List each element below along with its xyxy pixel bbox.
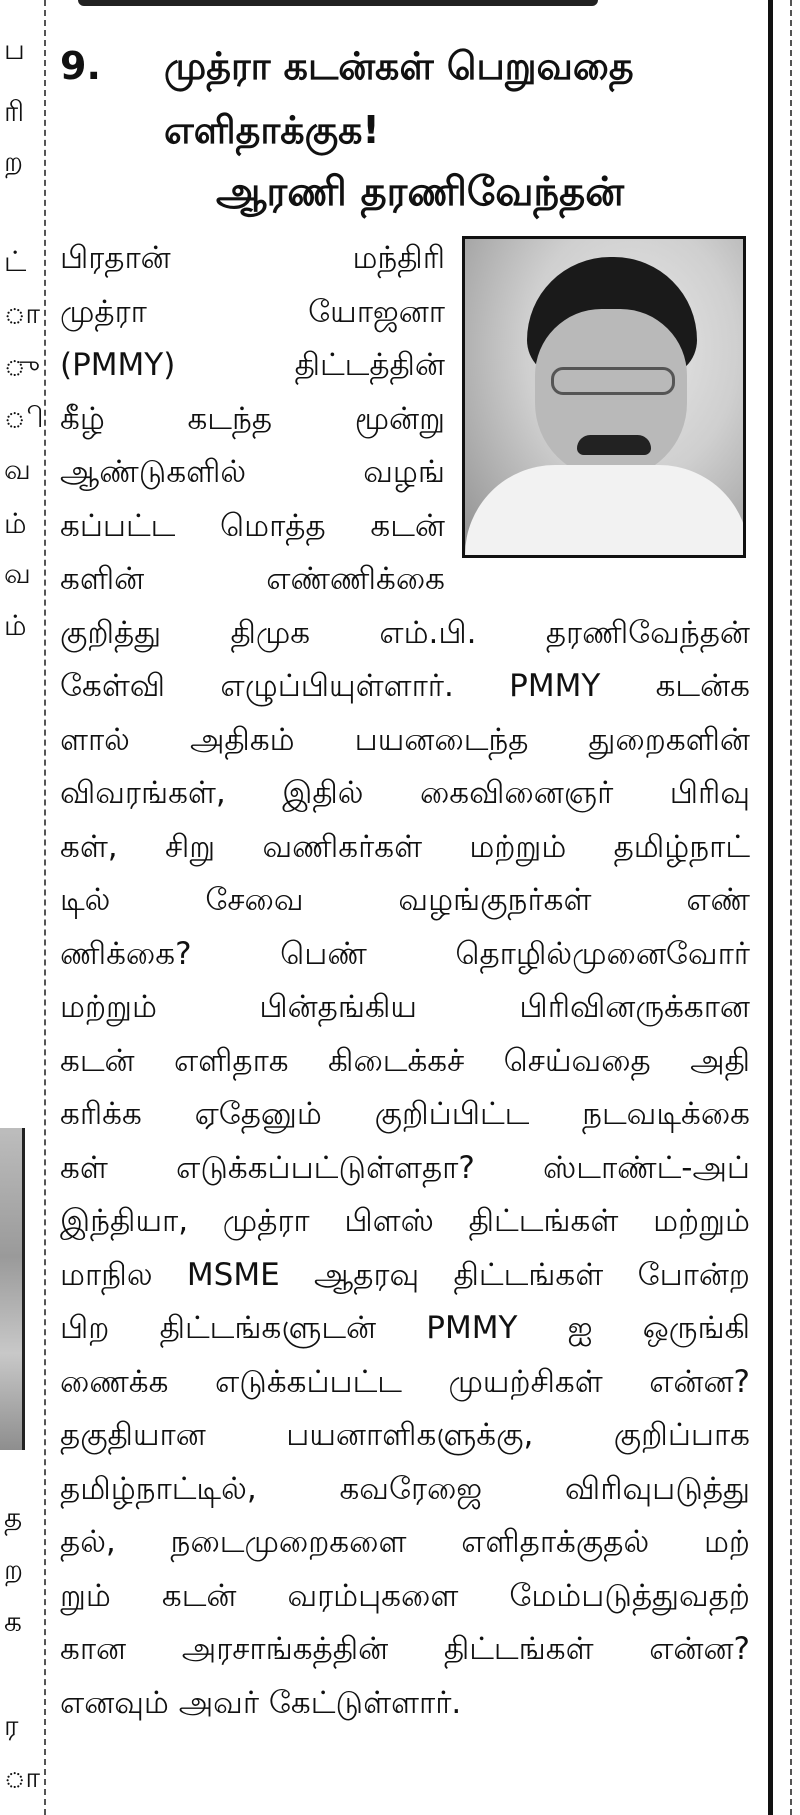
body-line: (PMMY) திட்டத்தின்: [60, 347, 445, 383]
body-line: தமிழ்நாட்டில், கவரேஜை விரிவுபடுத்து: [60, 1470, 750, 1507]
body-line: டில் சேவை வழங்குநர்கள் எண்: [60, 882, 750, 918]
left-fragment: ா: [4, 1761, 40, 1794]
body-line: கள், சிறு வணிகர்கள் மற்றும் தமிழ்நாட்: [60, 828, 750, 865]
article-headline: [60, 34, 760, 162]
body-line: கான அரசாங்கத்தின் திட்டங்கள் என்ன?: [60, 1631, 750, 1667]
left-photo-edge: [0, 1128, 25, 1450]
left-fragment: வ: [4, 453, 31, 486]
body-line: கீழ் கடந்த மூன்று: [60, 400, 445, 437]
left-fragment: ற: [4, 145, 24, 178]
body-line: மாநில MSME ஆதரவு திட்டங்கள் போன்ற: [60, 1256, 750, 1293]
body-line: கள் எடுக்கப்பட்டுள்ளதா? ஸ்டாண்ட்-அப்: [60, 1149, 750, 1186]
article-number: 9.: [60, 44, 101, 88]
left-fragment: க: [4, 1605, 22, 1638]
left-fragment: ற: [4, 1553, 24, 1586]
body-line: றும் கடன் வரம்புகளை மேம்படுத்துவதற்: [60, 1577, 750, 1614]
body-line: எனவும் அவர் கேட்டுள்ளார்.: [60, 1684, 462, 1721]
article-body: [60, 232, 760, 1730]
body-line: ணைக்க எடுக்கப்பட்ட முயற்சிகள் என்ன?: [60, 1363, 750, 1400]
body-line: விவரங்கள், இதில் கைவினைஞர் பிரிவு: [60, 775, 750, 811]
body-line: ஆண்டுகளில் வழங்: [60, 454, 445, 490]
column-divider-far-right: [790, 0, 792, 1815]
body-line: பிற திட்டங்களுடன் PMMY ஐ ஒருங்கி: [60, 1310, 750, 1346]
column-divider-right: [768, 0, 773, 1815]
body-line: தல், நடைமுறைகளை எளிதாக்குதல் மற்: [60, 1524, 750, 1560]
left-fragment: ட்: [4, 245, 27, 278]
left-column-cropped: [0, 0, 44, 1815]
body-line: இந்தியா, முத்ரா பிளஸ் திட்டங்கள் மற்றும்: [60, 1203, 750, 1239]
body-line: மற்றும் பின்தங்கிய பிரிவினருக்கான: [60, 989, 750, 1025]
body-line: தகுதியான பயனாளிகளுக்கு, குறிப்பாக: [60, 1417, 750, 1453]
article-byline: ஆரணி தரணிவேந்தன்: [215, 169, 625, 215]
left-fragment: ரி: [4, 95, 25, 128]
body-line: கப்பட்ட மொத்த கடன்: [60, 507, 445, 544]
left-fragment: ர: [4, 1709, 19, 1742]
previous-article-cutoff: [60, 0, 620, 8]
left-fragment: ா: [4, 297, 40, 330]
headline-line-2: எளிதாக்குக!: [164, 108, 380, 152]
body-line: கரிக்க ஏதேனும் குறிப்பிட்ட நடவடிக்கை: [60, 1096, 750, 1132]
column-divider-left: [44, 0, 46, 1815]
body-line: கேள்வி எழுப்பியுள்ளார். PMMY கடன்க: [60, 668, 750, 704]
left-fragment: ு: [4, 349, 40, 382]
body-line: ளால் அதிகம் பயனடைந்த துறைகளின்: [60, 721, 750, 758]
body-line: குறித்து திமுக எம்.பி. தரணிவேந்தன்: [60, 614, 750, 651]
left-fragment: ி: [4, 401, 44, 434]
body-line: முத்ரா யோஜனா: [60, 293, 445, 330]
left-fragment: வ: [4, 557, 31, 590]
body-line: பிரதான் மந்திரி: [60, 240, 445, 276]
left-fragment: ப: [4, 33, 25, 66]
left-fragment: த: [4, 1501, 23, 1534]
body-line: ணிக்கை? பெண் தொழில்முனைவோர்: [60, 935, 750, 972]
body-line: கடன் எளிதாக கிடைக்கச் செய்வதை அதி: [60, 1042, 750, 1079]
left-fragment: ம்: [4, 507, 27, 540]
body-line: களின் எண்ணிக்கை: [60, 561, 445, 597]
headline-line-1: முத்ரா கடன்கள் பெறுவதை: [164, 44, 634, 88]
left-fragment: ம்: [4, 609, 27, 642]
news-article: [60, 0, 760, 1815]
